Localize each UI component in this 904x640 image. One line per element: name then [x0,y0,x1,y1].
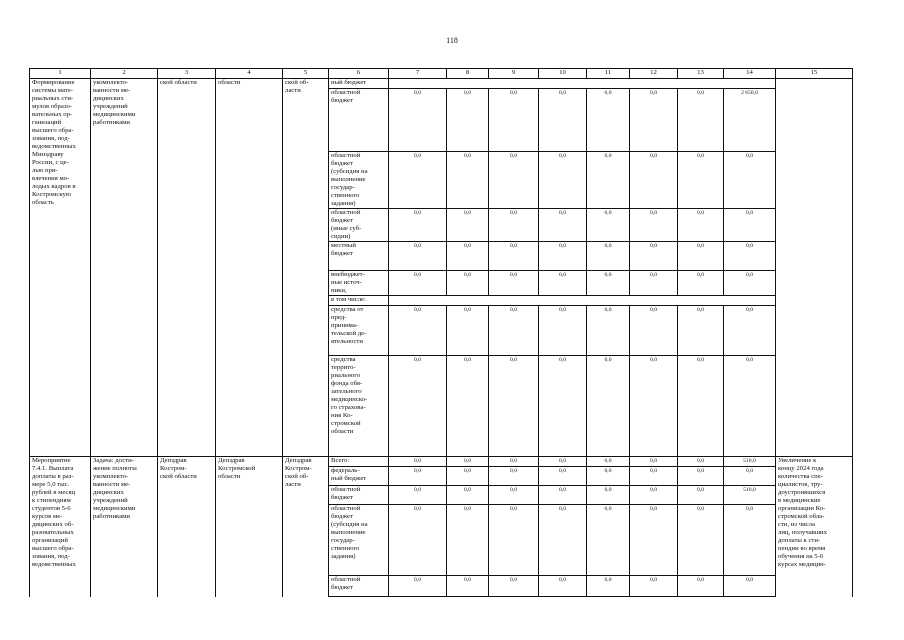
value-cell: 0,0 [678,306,724,356]
source-cell: внебюджет- ные источ- ники, [329,271,389,296]
value-cell: 0,0 [539,242,587,271]
value-cell: 0,0 [630,486,678,505]
value-cell: 0,0 [539,152,587,209]
value-cell: 0,0 [447,271,489,296]
value-cell: 0,0 [389,89,447,152]
value-cell: 0,0 [489,457,539,467]
value-cell: 0,0 [389,209,447,242]
value-cell: 0,0 [489,467,539,486]
column-number: 2 [91,69,158,79]
value-cell: 0,0 [678,467,724,486]
customer: ской об- ласти [283,79,329,457]
value-cell: 0,0 [489,576,539,597]
value-cell: 0,0 [678,209,724,242]
value-cell: 0,0 [389,356,447,457]
source-cell: местный бюджет [329,242,389,271]
value-cell [389,296,776,306]
value-cell: 0,0 [539,306,587,356]
value-cell: 0,0 [539,356,587,457]
value-cell: 0,0 [587,576,630,597]
value-cell: 0,0 [678,242,724,271]
value-cell: 0,0 [489,152,539,209]
value-cell: 0,0 [447,306,489,356]
value-cell: 0,0 [489,306,539,356]
value-cell: 0,0 [678,271,724,296]
value-cell: 0,0 [489,271,539,296]
value-cell: 0,0 [587,152,630,209]
column-number: 3 [158,69,216,79]
table-row [30,457,853,467]
value-cell: 0,0 [489,356,539,457]
source-cell: областной бюджет (субсидия на выполнение государ- ственного задания) [329,152,389,209]
value-cell: 0,0 [587,505,630,576]
column-number: 4 [216,69,283,79]
value-cell: 0,0 [724,467,776,486]
value-cell: 0,0 [724,242,776,271]
result-cell: Увеличение к концу 2024 года количества спе- циалистов, тру- доустроившихся в медицинские организации Ко- стромской обла- сти, из числа лиц, получавших доплаты к сти- пендии во время обучения на 5-6 курсах медицин- [776,457,853,597]
value-cell: 0,0 [489,242,539,271]
value-cell: 0,0 [489,89,539,152]
column-number: 7 [389,69,447,79]
executor: Депздрав Костром- ской области [158,457,216,597]
column-number: 6 [329,69,389,79]
value-cell: 0,0 [587,467,630,486]
coordinator: Депздрав Костромской области [216,457,283,597]
value-cell: 0,0 [447,486,489,505]
value-cell: 510,0 [724,486,776,505]
value-cell: 0,0 [389,271,447,296]
value-cell: 0,0 [539,467,587,486]
value-cell: 0,0 [389,467,447,486]
value-cell: 0,0 [389,505,447,576]
value-cell: 0,0 [389,306,447,356]
value-cell: 0,0 [587,242,630,271]
value-cell: 0,0 [630,457,678,467]
value-cell: 0,0 [539,457,587,467]
value-cell: 0,0 [724,209,776,242]
value-cell: 0,0 [587,89,630,152]
value-cell: 0,0 [389,242,447,271]
value-cell: 0,0 [587,486,630,505]
value-cell: 0,0 [724,505,776,576]
column-number: 11 [587,69,630,79]
value-cell: 0,0 [678,505,724,576]
source-cell: областной бюджет (субсидия на выполнение государ- ственного задания) [329,505,389,576]
table-row [30,79,853,89]
value-cell: 0,0 [630,576,678,597]
value-cell: 0,0 [447,89,489,152]
column-number: 5 [283,69,329,79]
source-cell: федераль- ный бюджет [329,467,389,486]
column-number: 1 [30,69,91,79]
value-cell: 0,0 [587,271,630,296]
source-cell: областной бюджет [329,486,389,505]
column-number: 15 [776,69,853,79]
value-cell: 0,0 [389,576,447,597]
value-cell: 0,0 [539,271,587,296]
value-cell: 0,0 [724,356,776,457]
source-cell: областной бюджет (иные суб- сидии) [329,209,389,242]
task-text: Задача: дости- жение полноты укомплекто- ванности ме- дицинских учреждений медицинскими работниками [91,457,158,597]
value-cell [389,79,776,89]
value-cell: 0,0 [724,576,776,597]
event-name: Мероприятие 7.4.1. Выплата доплаты в раз- мере 5,0 тыс. рублей в месяц к стипендиям студентов 5-6 курсов ме- дицинских об- разовательных организаций высшего обра- зования, под- ведомственных [30,457,91,597]
value-cell: 0,0 [447,467,489,486]
value-cell: 0,0 [630,242,678,271]
header-row [30,69,853,79]
value-cell: 0,0 [447,152,489,209]
value-cell: 0,0 [447,356,489,457]
value-cell: 0,0 [389,486,447,505]
source-cell: областной бюджет [329,89,389,152]
value-cell: 0,0 [630,89,678,152]
source-cell: областной бюджет [329,576,389,597]
value-cell: 0,0 [539,576,587,597]
value-cell: 0,0 [587,356,630,457]
task-text: укомплекто- ванности ме- дицинских учреждений медицинскими работниками [91,79,158,457]
value-cell: 0,0 [539,486,587,505]
value-cell: 0,0 [587,457,630,467]
column-number: 10 [539,69,587,79]
page-number: 118 [446,36,458,45]
source-cell: ный бюджет [329,79,389,89]
value-cell: 0,0 [539,505,587,576]
value-cell: 0,0 [678,89,724,152]
value-cell: 0,0 [389,152,447,209]
value-cell: 0,0 [678,486,724,505]
source-cell: в том числе: [329,296,389,306]
value-cell: 0,0 [447,457,489,467]
value-cell: 0,0 [447,209,489,242]
value-cell: 0,0 [539,89,587,152]
value-cell: 0,0 [724,271,776,296]
value-cell: 0,0 [678,576,724,597]
value-cell: 0,0 [630,152,678,209]
value-cell: 0,0 [630,356,678,457]
value-cell: 0,0 [678,356,724,457]
budget-table [29,68,853,597]
value-cell: 0,0 [630,209,678,242]
value-cell: 0,0 [678,457,724,467]
value-cell: 0,0 [389,457,447,467]
event-name: Формирование системы мате- риальных сти- мулов образо- вательных ор- ганизаций высшего обра- зования, под- ведомственных Минздраву России, с це- лью при- влечения мо- лодых кадров в Костромскую область [30,79,91,457]
column-number: 9 [489,69,539,79]
value-cell: 0,0 [447,505,489,576]
result-cell [776,79,853,457]
source-cell: средства от пред- принима- тельской де- ятельности [329,306,389,356]
value-cell: 0,0 [539,209,587,242]
executor: ской области [158,79,216,457]
value-cell: 0,0 [678,152,724,209]
column-number: 13 [678,69,724,79]
value-cell: 0,0 [489,505,539,576]
coordinator: области [216,79,283,457]
value-cell: 0,0 [724,152,776,209]
value-cell: 0,0 [587,306,630,356]
column-number: 12 [630,69,678,79]
customer: Депздрав Костром- ской об- ласти [283,457,329,597]
value-cell: 0,0 [724,306,776,356]
value-cell: 510,0 [724,457,776,467]
column-number: 14 [724,69,776,79]
value-cell: 0,0 [630,271,678,296]
value-cell: 2 650,0 [724,89,776,152]
column-number: 8 [447,69,489,79]
source-cell: Всего: [329,457,389,467]
value-cell: 0,0 [489,209,539,242]
value-cell: 0,0 [630,467,678,486]
value-cell: 0,0 [587,209,630,242]
value-cell: 0,0 [489,486,539,505]
source-cell: средства террито- риального фонда обя- зательного медицинско- го страхова- ния Ко- стромской области [329,356,389,457]
value-cell: 0,0 [630,505,678,576]
value-cell: 0,0 [630,306,678,356]
value-cell: 0,0 [447,242,489,271]
value-cell: 0,0 [447,576,489,597]
